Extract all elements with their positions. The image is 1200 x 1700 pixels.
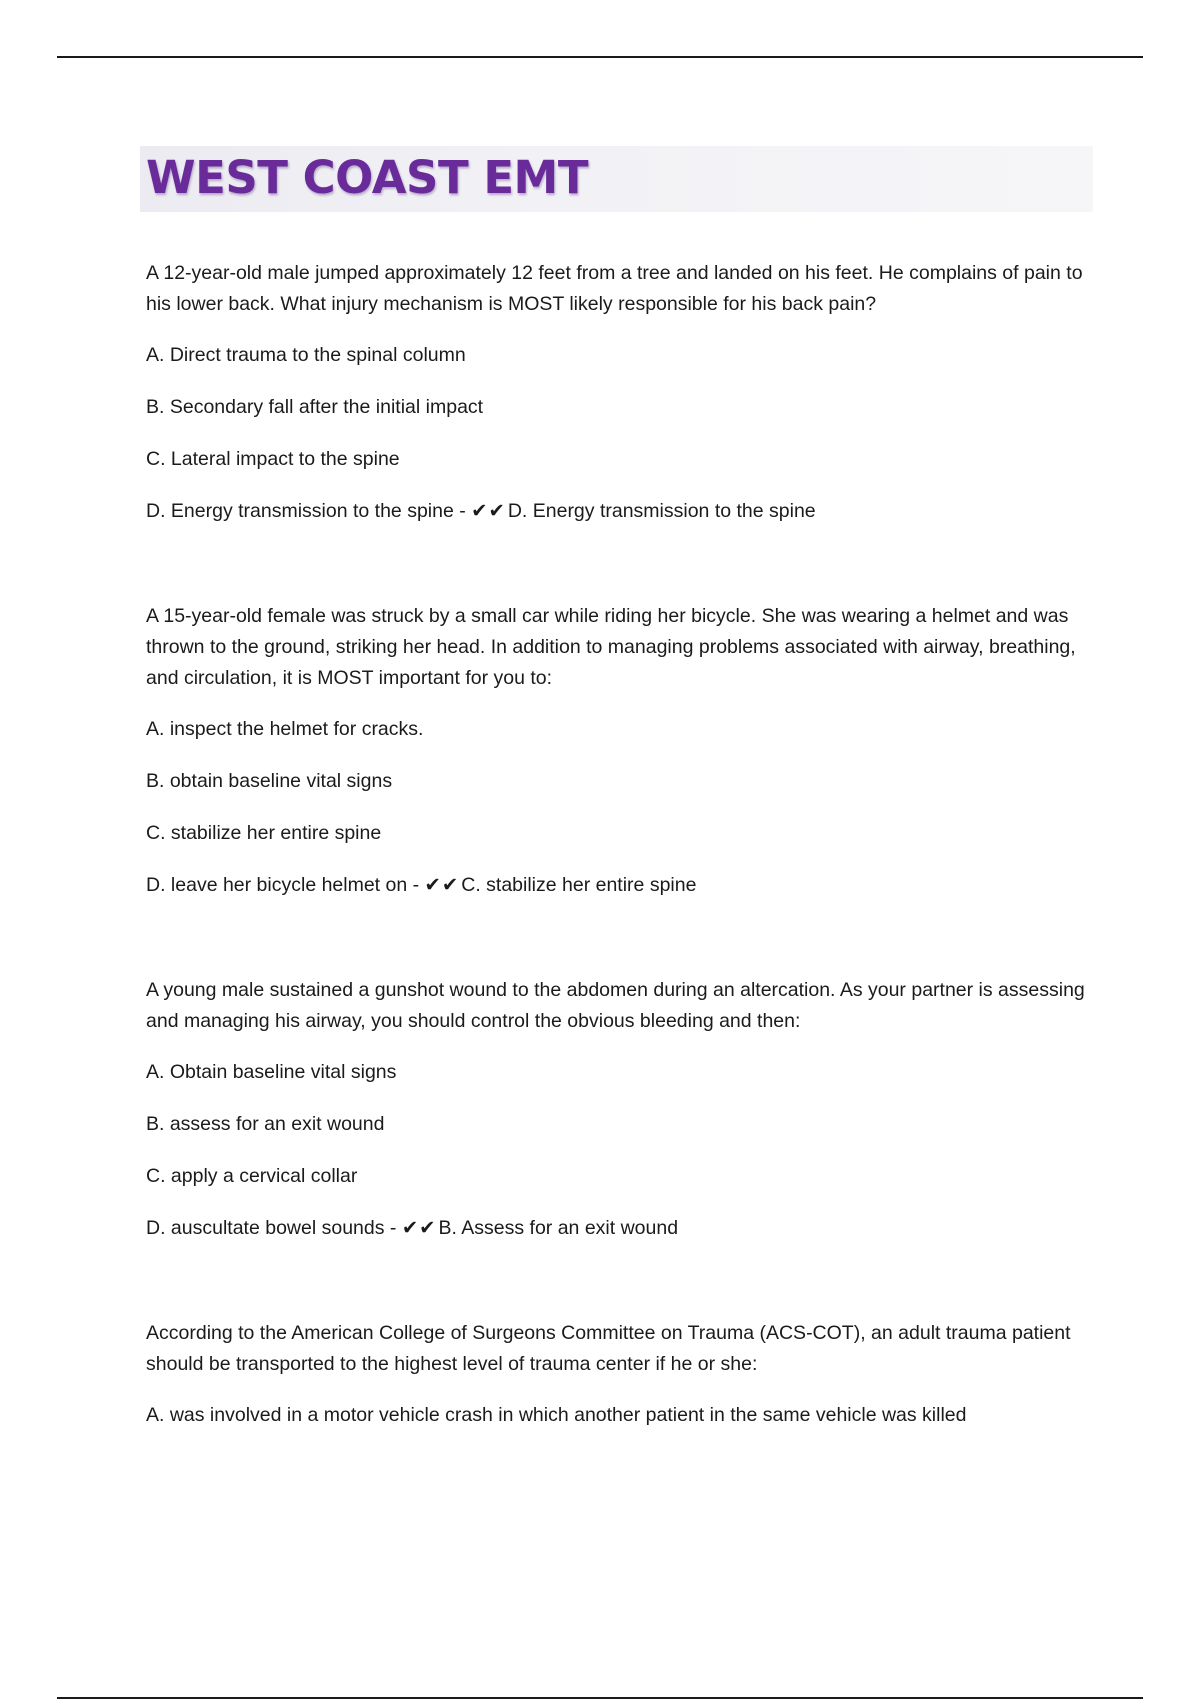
option-c: C. stabilize her entire spine	[146, 822, 382, 844]
checkmark-icon: ✔✔	[424, 874, 460, 896]
checkmark-icon: ✔✔	[471, 500, 506, 522]
option-d-with-answer	[146, 870, 1086, 901]
header-banner	[140, 146, 1093, 212]
checkmark-icon: ✔✔	[401, 1217, 437, 1239]
answer-text: D. Energy transmission to the spine	[507, 500, 816, 522]
option-a: A. inspect the helmet for cracks.	[146, 718, 424, 740]
question-text: A 12-year-old male jumped approximately 12 feet from a tree and landed on his feet. He complains of pain to his lower back. What injury mechanism is MOST likely responsible for his back pain?	[146, 262, 1083, 315]
option-d: D. leave her bicycle helmet on -	[146, 874, 425, 896]
question-3	[146, 975, 1086, 1244]
option-d-with-answer	[146, 1213, 1086, 1244]
bottom-rule	[57, 1697, 1143, 1699]
question-4	[146, 1318, 1086, 1431]
option-d: D. auscultate bowel sounds -	[146, 1217, 402, 1239]
question-text: A 15-year-old female was struck by a small car while riding her bicycle. She was wearing a helmet and was thrown to the ground, striking her head. In addition to managing problems associated with airway, breathing, and circulation, it is MOST important for you to:	[146, 605, 1076, 689]
option-c: C. Lateral impact to the spine	[146, 448, 400, 470]
question-1	[146, 258, 1086, 527]
option-c: C. apply a cervical collar	[146, 1165, 358, 1187]
top-rule	[57, 56, 1143, 58]
question-text: A young male sustained a gunshot wound to the abdomen during an altercation. As your partner is assessing and managing his airway, you should control the obvious bleeding and then:	[146, 979, 1085, 1032]
option-a: A. Obtain baseline vital signs	[146, 1061, 397, 1083]
option-d-with-answer	[146, 496, 1086, 527]
option-a: A. Direct trauma to the spinal column	[146, 344, 466, 366]
option-b: B. obtain baseline vital signs	[146, 770, 393, 792]
answer-text: C. stabilize her entire spine	[461, 874, 697, 896]
question-text: According to the American College of Surgeons Committee on Trauma (ACS-COT), an adult trauma patient should be transported to the highest level of trauma center if he or she:	[146, 1322, 1071, 1375]
header-title: WEST COAST EMT	[146, 151, 589, 204]
option-a: A. was involved in a motor vehicle crash in which another patient in the same vehicle was killed	[146, 1404, 967, 1426]
document-body	[146, 258, 1086, 1452]
option-d: D. Energy transmission to the spine -	[146, 500, 472, 522]
question-2	[146, 601, 1086, 901]
option-b: B. assess for an exit wound	[146, 1113, 385, 1135]
option-b: B. Secondary fall after the initial impact	[146, 396, 484, 418]
answer-text: B. Assess for an exit wound	[438, 1217, 679, 1239]
